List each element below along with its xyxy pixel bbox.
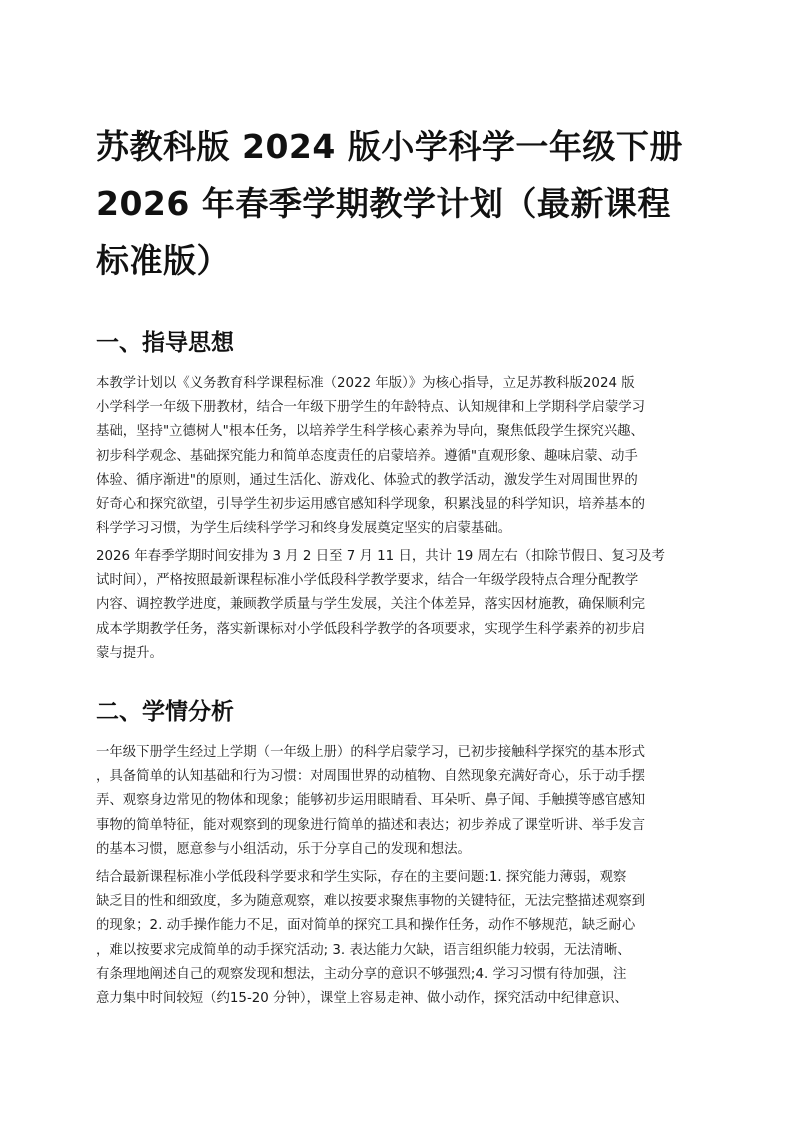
paragraph xyxy=(96,372,700,541)
text-line: 初步科学观念、基础探究能力和简单态度责任的启蒙培养。遵循"直观形象、趣味启蒙、动手 xyxy=(96,448,638,464)
section-heading-learning-analysis: 二、学情分析 xyxy=(96,699,234,725)
text-line: 体验、循序渐进"的原则，通过生活化、游戏化、体验式的教学活动，激发学生对周围世界的 xyxy=(96,472,638,488)
text-line: 的基本习惯，愿意参与小组活动，乐于分享自己的发现和想法。 xyxy=(96,841,471,857)
text-line: 科学学习习惯，为学生后续科学学习和终身发展奠定坚实的启蒙基础。 xyxy=(96,521,512,537)
text-line: 结合最新课程标准小学低段科学要求和学生实际，存在的主要问题:1. 探究能力薄弱，观察 xyxy=(96,870,627,885)
text-line: 本教学计划以《义务教育科学课程标准（2022 年版）》为核心指导，立足苏教科版2024 版 xyxy=(96,376,635,391)
text-line: 蒙与提升。 xyxy=(96,645,163,661)
text-line: 的现象；2. 动手操作能力不足，面对简单的探究工具和操作任务，动作不够规范，缺乏耐心 xyxy=(96,918,636,934)
title-line: 苏教科版 2024 版小学科学一年级下册 xyxy=(96,127,683,166)
paragraph xyxy=(96,545,700,666)
text-line: 基础，坚持"立德树人"根本任务，以培养学生科学核心素养为导向，聚焦低段学生探究兴趣、 xyxy=(96,424,644,440)
text-line: 意力集中时间较短（约15-20 分钟），课堂上容易走神、做小动作，探究活动中纪律意识、 xyxy=(96,991,628,1007)
section-heading-guiding-ideology: 一、指导思想 xyxy=(96,330,234,356)
document-title xyxy=(96,118,706,289)
text-line: 内容、调控教学进度，兼顾教学质量与学生发展，关注个体差异，落实因材施教，确保顺利完 xyxy=(96,597,646,613)
paragraph xyxy=(96,741,700,862)
text-line: ，具备简单的认知基础和行为习惯：对周围世界的动植物、自然现象充满好奇心，乐于动手摆 xyxy=(96,769,646,785)
text-line: 一年级下册学生经过上学期（一年级上册）的科学启蒙学习，已初步接触科学探究的基本形式 xyxy=(96,745,646,760)
text-line: 事物的简单特征，能对观察到的现象进行简单的描述和表达；初步养成了课堂听讲、举手发言 xyxy=(96,817,646,833)
text-line: 好奇心和探究欲望，引导学生初步运用感官感知科学现象，积累浅显的科学知识，培养基本的 xyxy=(96,497,646,513)
text-line: 缺乏目的性和细致度，多为随意观察，难以按要求聚焦事物的关键特征，无法完整描述观察到 xyxy=(96,894,646,910)
text-line: ，难以按要求完成简单的动手探究活动; 3. 表达能力欠缺，语言组织能力较弱，无法清晰、 xyxy=(96,942,631,958)
text-line: 成本学期教学任务，落实新课标对小学低段科学教学的各项要求，实现学生科学素养的初步启 xyxy=(96,621,646,637)
title-line: 2026 年春季学期教学计划（最新课程 xyxy=(96,184,671,223)
text-line: 试时间），严格按照最新课程标准小学低段科学教学要求，结合一年级学段特点合理分配教学 xyxy=(96,573,639,589)
text-line: 弄、观察身边常见的物体和现象；能够初步运用眼睛看、耳朵听、鼻子闻、手触摸等感官感知 xyxy=(96,793,646,809)
paragraph xyxy=(96,866,700,1011)
text-line: 有条理地阐述自己的观察发现和想法，主动分享的意识不够强烈;4. 学习习惯有待加强，注 xyxy=(96,966,627,982)
text-line: 2026 年春季学期时间安排为 3 月 2 日至 7 月 11 日，共计 19 周左右（扣除节假日、复习及考 xyxy=(96,549,666,564)
text-line: 小学科学一年级下册教材，结合一年级下册学生的年龄特点、认知规律和上学期科学启蒙学习 xyxy=(96,400,646,416)
title-line: 标准版） xyxy=(96,241,230,280)
